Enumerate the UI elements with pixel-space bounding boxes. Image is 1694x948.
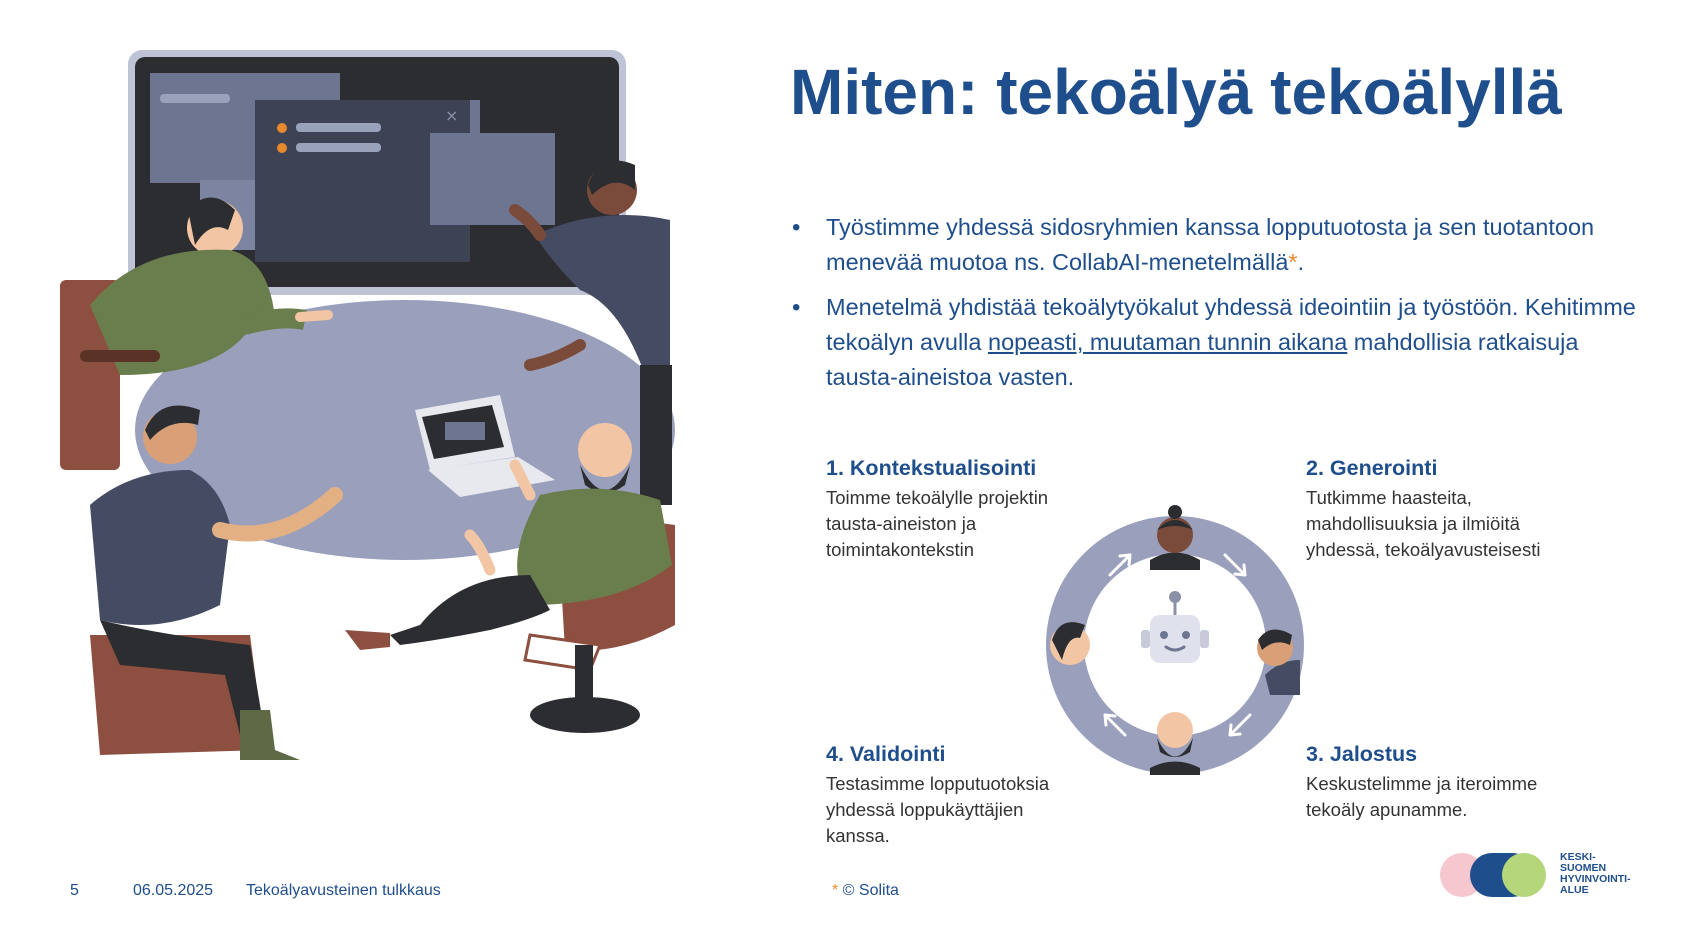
logo-wordmark — [1560, 852, 1631, 896]
footnote — [832, 882, 899, 900]
slide-title: Miten: tekoälyä tekoälyllä — [790, 56, 1562, 128]
step-title: 4. Validointi — [826, 742, 946, 766]
footnote-asterisk: * — [832, 882, 839, 899]
logo-line: ALUE — [1560, 884, 1589, 896]
collab-ai-cycle-diagram — [1040, 490, 1310, 780]
bullet-text-end: . — [1297, 249, 1305, 275]
bullet-item — [790, 210, 1650, 280]
footer-doc-title: Tekoälyavusteinen tulkkaus — [246, 882, 441, 899]
bullet-text-end: mahdollisia ratkaisuja tausta-aineistoa vasten. — [826, 329, 1579, 390]
logo-line: KESKI- — [1560, 851, 1596, 863]
step-text: Keskustelimme ja iteroimme tekoäly apunamme. — [1306, 773, 1538, 820]
step-title: 2. Generointi — [1306, 456, 1438, 480]
step-generation — [1306, 456, 1586, 563]
logo-line: HYVINVOINTI- — [1560, 873, 1631, 885]
step-text: Toimme tekoälylle projektin tausta-aineiston ja toimintakontekstin — [826, 487, 1049, 560]
bullet-text: Työstimme yhdessä sidosryhmien kanssa lopputuotosta ja sen tuotantoon menevää muotoa ns. CollabAI-menetelmällä — [826, 214, 1595, 275]
robot-icon — [1141, 591, 1209, 663]
underlined-phrase: nopeasti, muutaman tunnin aikana — [988, 329, 1348, 355]
step-title: 3. Jalostus — [1306, 742, 1418, 766]
step-text: Tutkimme haasteita, mahdollisuuksia ja ilmiöitä yhdessä, tekoälyavusteisesti — [1306, 487, 1541, 560]
bullet-text: Menetelmä yhdistää tekoälytyökalut yhdessä ideointiin ja työstöön. Kehitimme tekoälyn avulla — [826, 294, 1636, 355]
team-meeting-illustration — [60, 45, 740, 845]
footnote-text: © Solita — [838, 882, 899, 899]
step-refinement — [1306, 742, 1566, 823]
footnote-asterisk: * — [1288, 249, 1298, 275]
svg-text:×: × — [445, 106, 459, 125]
person-avatar-icon — [1150, 505, 1200, 570]
bullet-item — [790, 290, 1650, 395]
logo-line: SUOMEN — [1560, 862, 1607, 874]
bullet-list — [790, 210, 1650, 405]
footer-date: 06.05.2025 — [133, 882, 214, 899]
step-text: Testasimme lopputuotoksia yhdessä loppukäyttäjien kanssa. — [826, 773, 1050, 846]
page-number: 5 — [70, 882, 79, 899]
step-title: 1. Kontekstualisointi — [826, 456, 1037, 480]
